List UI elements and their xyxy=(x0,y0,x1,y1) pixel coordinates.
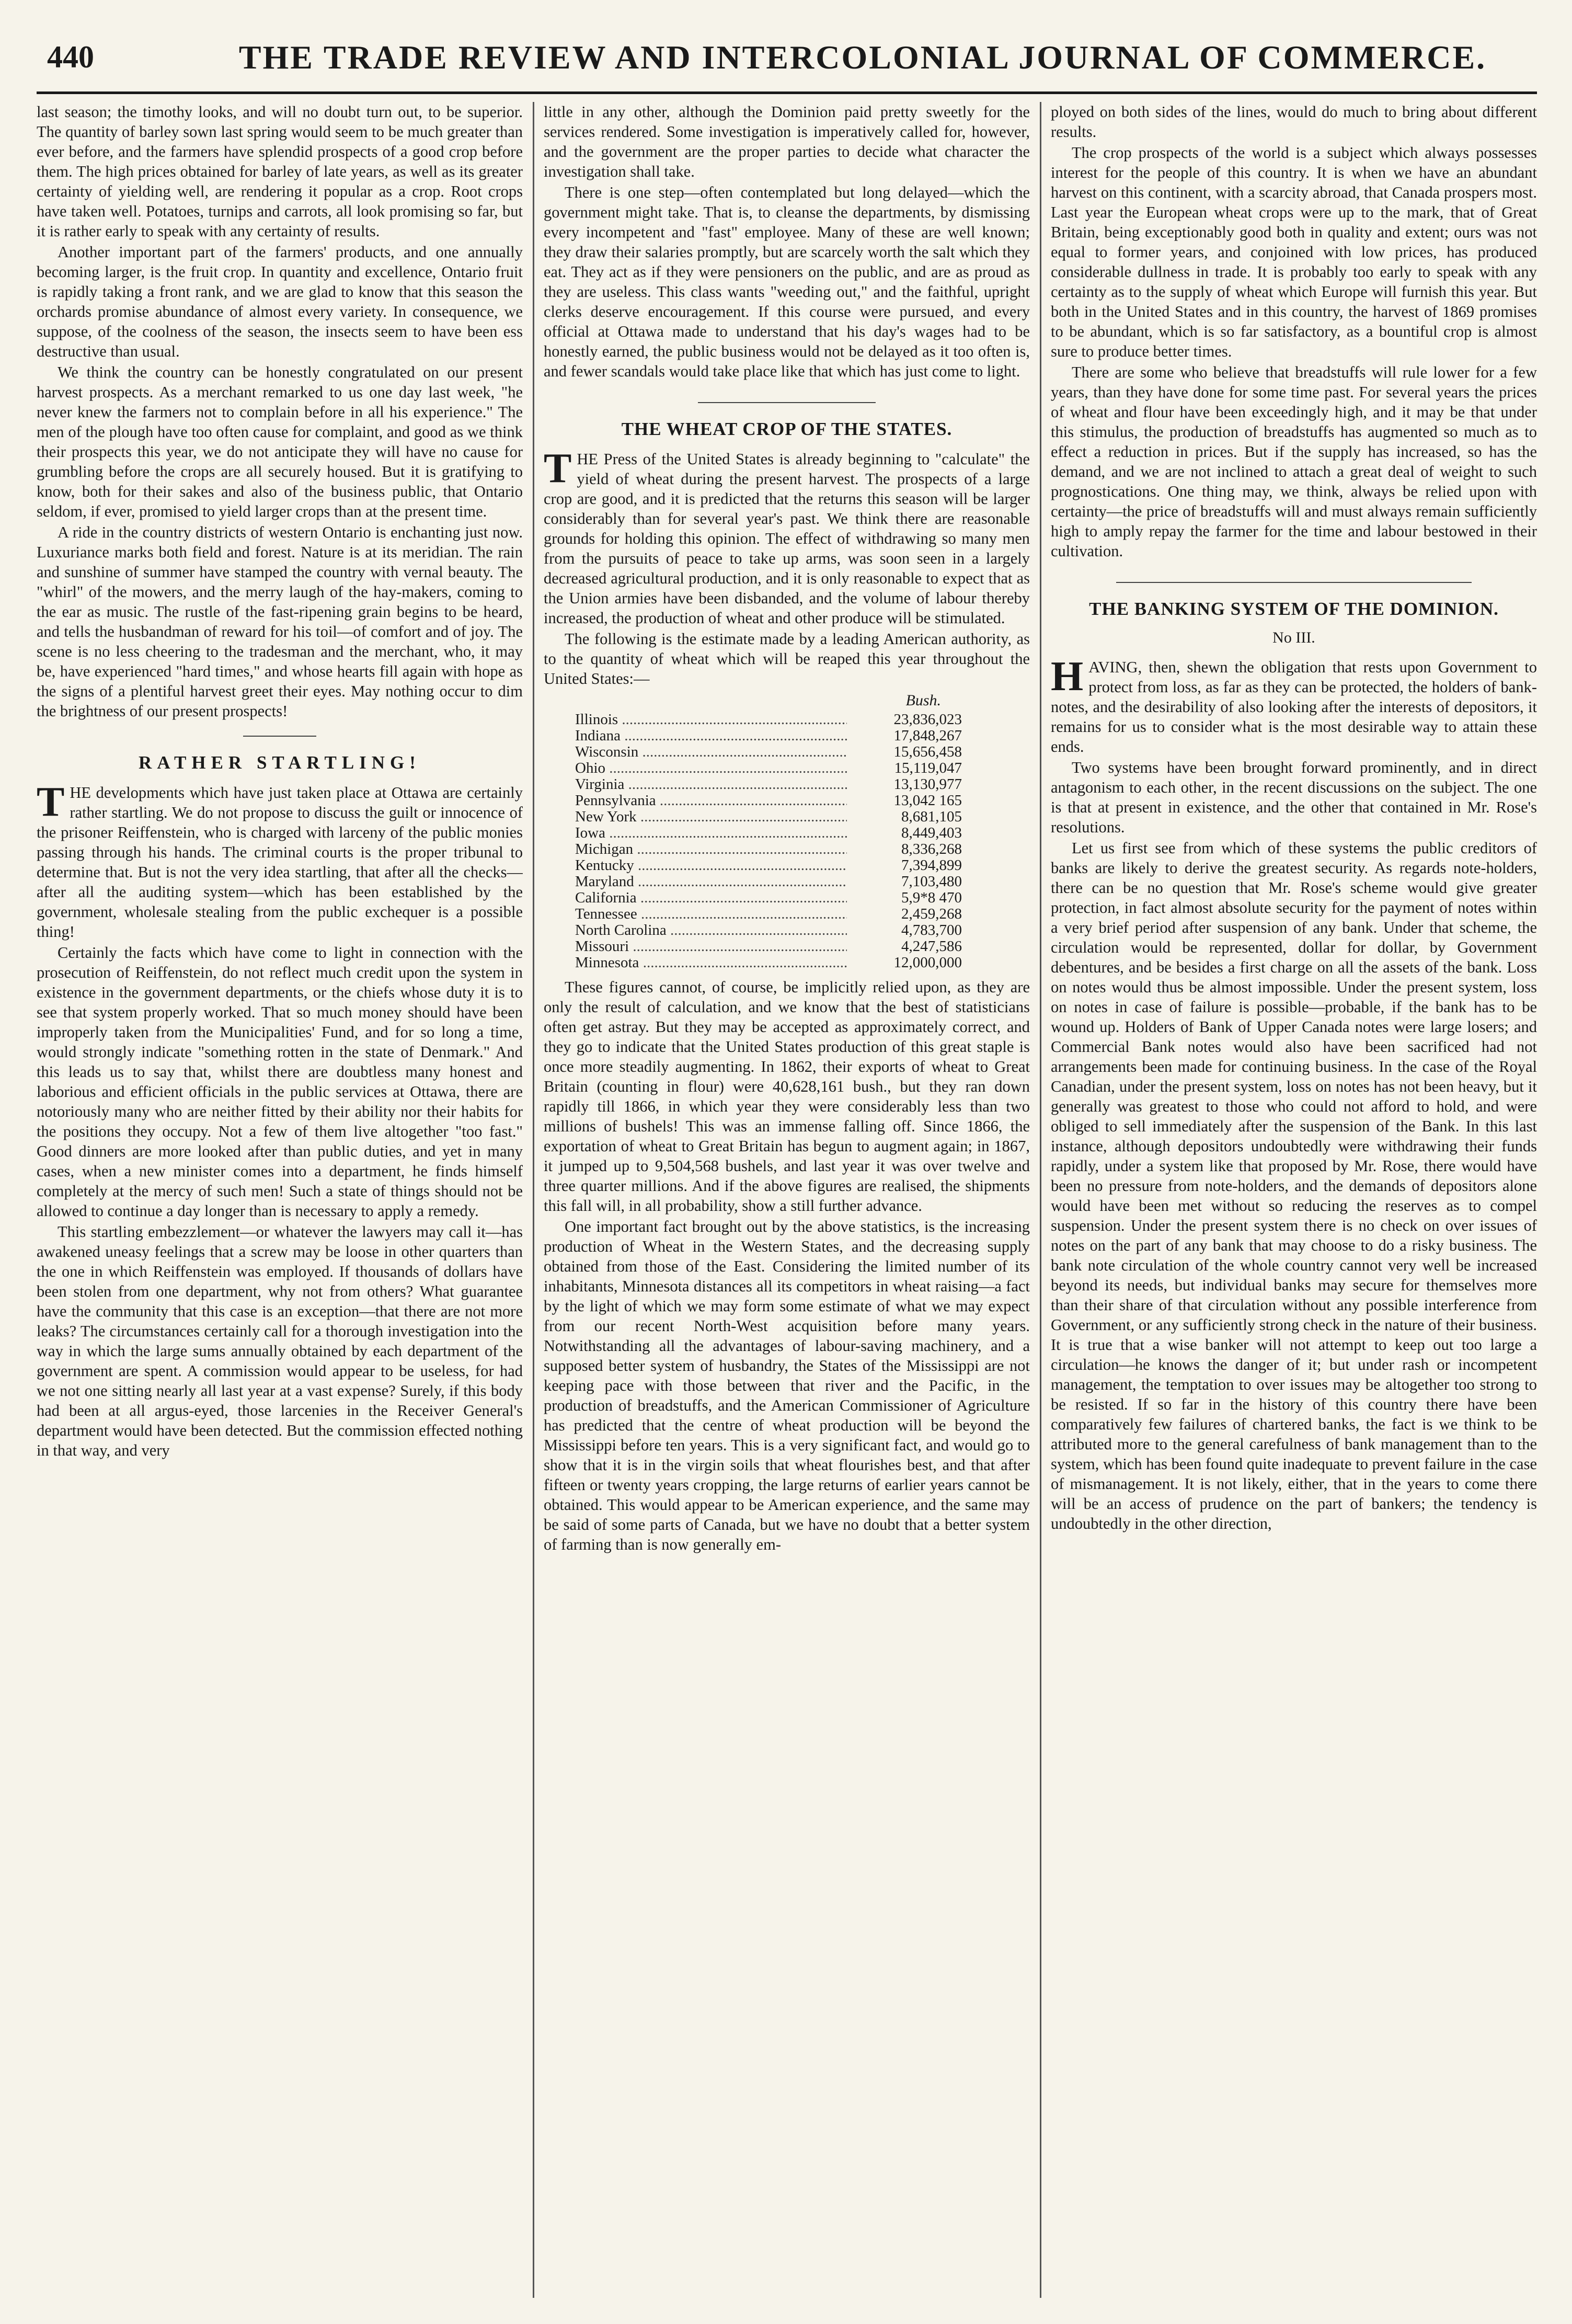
bushel-amount: 2,459,268 xyxy=(847,906,962,922)
page-number: 440 xyxy=(47,40,94,74)
paragraph: Let us first see from which of these systems the public creditors of banks are likely to derive the greatest security. As regards note-holders, there can be no question that Mr. Rose's scheme would give greater protection, in fact almost absolute security for the payment of notes within a very brief period after suspension of any bank. Under that scheme, the circulation would be represented, dollar for dollar, by Government debentures, and be besides a first charge on all the assets of the bank. Loss on notes would thus be almost impossible. Under the present system, loss on notes in case of failure is possible—probable, if the bank has to be wound up. Holders of Bank of Upper Canada notes were large losers; and Commercial Bank notes would also have been sacrificed had not arrangements been made for continuing business. In the case of the Royal Canadian, under the present system, loss on notes has not been heavy, but it generally was greatest to those who could not afford to hold, and were obliged to sell immediately after the suspension of the Bank. In this last instance, although depositors undoubtedly were withdrawing their funds rapidly, under a system like that proposed by Mr. Rose, there would have been no pressure from note-holders, and the demands of depositors alone would have been met without so reducing the reserves as to compel suspension. Under the present system there is no check on over issues of notes on the part of any bank that may choose to do a risky business. The bank note circulation of the whole country cannot very well be increased beyond its needs, but individual banks may secure for themselves more than their share of that circulation without any possible interference from Government, or any sufficiently strong check in the nature of their business. It is true that a wise banker will not attempt to keep out too large a circulation—he knows the danger of it; but under rash or incompetent management, the temptation to over issues may be altogether too strong to be resisted. If so far in the history of this country there have been comparatively few failures of chartered banks, the fact is we think to be attributed more to the general carefulness of bank management than to the system, which has been found quite inadequate to prevent failure in the case of mismanagement. It is not likely, either, that in the years to come there will be an access of prudence on the part of bankers; the tendency is undoubtedly in the other direction, xyxy=(1051,839,1537,1532)
section-divider xyxy=(698,402,876,403)
state-name: Virginia ..... xyxy=(575,776,847,793)
paragraph: Two systems have been brought forward prominently, and in direct antagonism to each other, in the recent discussions on the subject. The one is that at present in existence, and the other that contained in Mr. Rose's resolutions. xyxy=(1051,759,1537,836)
paragraph: There is one step—often contemplated but long delayed—which the government might take. That is, to cleanse the departments, by dismissing every incompetent and "fast" employee. Many of these are well known; they draw their salaries promptly, but are scarcely worth the salt which they eat. They act as if they were pensioners on the public, and are as proud as they are useless. This class wants "weeding out," and the faithful, upright clerks deserve encouragement. If this course were pursued, and every official at Ottawa made to understand that his day's wages had to be honestly earned, the public business would not be delayed as it too often is, and fewer scandals would take place like that which has just come to light. xyxy=(544,184,1030,380)
table-row xyxy=(575,712,962,728)
table-row xyxy=(575,776,962,793)
paragraph-dropcap xyxy=(1051,654,1537,757)
bushel-amount: 7,394,899 xyxy=(847,857,962,874)
paragraph: This startling embezzlement—or whatever the lawyers may call it—has awakened uneasy feelings that a screw may be loose in other quarters than the one in which Reiffenstein was employed. If thousands of dollars have been stolen from one department, why not from others? What guarantee have the community that this case is an exception—that there are not more leaks? The circumstances certainly call for a thorough investigation into the way in which the large sums annually obtained by each department of the government are spent. A commission would appear to be useless, for had we not one sitting nearly all last year at a vast expense? Surely, if this body had been at all argus-eyed, those larcenies in the Receiver General's department would have been detected. But the commission effected nothing in that way, and very xyxy=(37,1223,523,1459)
table-row xyxy=(575,906,962,922)
state-name: Wisconsin ..... xyxy=(575,744,847,760)
heading-banking-system: THE BANKING SYSTEM OF THE DOMINION. xyxy=(1089,599,1499,619)
table-row xyxy=(575,809,962,825)
table-row xyxy=(575,874,962,890)
paragraph: We think the country can be honestly congratulated on our present harvest prospects. As a merchant remarked to us one day last week, "he never knew the farmers not to complain before in all his experience." The men of the plough have too often cause for complaint, and good as we think their prospects this year, we do not anticipate they will have no cause for grumbling before the crops are all securely housed. But it is gratifying to know, both for their sakes and also of the business public, that Ontario seldom, if ever, promised to yield larger crops than at the present time. xyxy=(37,363,523,520)
paragraph: The following is the estimate made by a leading American authority, as to the quantity of wheat which will be reaped this year throughout the United States:— xyxy=(544,630,1030,688)
bushel-amount: 4,783,700 xyxy=(847,922,962,938)
state-name: Kentucky ..... xyxy=(575,857,847,874)
column-2 xyxy=(544,102,1030,2303)
heading-wheat-crop: THE WHEAT CROP OF THE STATES. xyxy=(621,419,953,439)
bushel-amount: 13,042 165 xyxy=(847,793,962,809)
bushel-amount: 13,130,977 xyxy=(847,776,962,793)
state-name: Pennsylvania ..... xyxy=(575,793,847,809)
article-columns xyxy=(37,102,1537,2303)
table-row xyxy=(575,728,962,744)
paragraph-text: HE Press of the United States is already beginning to "calculate" the yield of wheat during the present harvest. The prospects of a large crop are good, and it is predicted that the returns this season will be larger considerably than for several year's past. We think there are reasonable grounds for holding this opinion. The effect of withdrawing so many men from the pursuits of peace to take up arms, was soon seen in a largely decreased agricultural production, and it is only reasonable to expect that as the Union armies have been disbanded, and the volume of labour thereby increased, the production of wheat and other produce will be stimulated. xyxy=(544,450,1030,627)
bushel-amount: 12,000,000 xyxy=(847,955,962,971)
table-row xyxy=(575,857,962,874)
state-name: Tennessee ..... xyxy=(575,906,847,922)
state-name: Indiana ..... xyxy=(575,728,847,744)
bushel-amount: 23,836,023 xyxy=(847,712,962,728)
paragraph: There are some who believe that breadstuffs will rule lower for a few years, than they have done for some time past. For several years the prices of wheat and flour have been exceedingly high, and it may be that under this stimulus, the production of breadstuffs has augmented so much as to effect a reduction in prices. But if the supply has increased, so has the demand, and we are not inclined to attach a great deal of weight to such prognostications. One thing may, we think, always be relied upon with certainty—the price of breadstuffs will and must always remain sufficiently high to amply repay the farmer for the time and labour bestowed in their cultivation. xyxy=(1051,363,1537,560)
table-row xyxy=(575,955,962,971)
table-row xyxy=(575,793,962,809)
state-name: Ohio ..... xyxy=(575,760,847,776)
column-1 xyxy=(37,102,523,2303)
table-row xyxy=(575,760,962,776)
table-row xyxy=(575,825,962,841)
table-row xyxy=(575,938,962,955)
state-name: Maryland ..... xyxy=(575,874,847,890)
column-rule xyxy=(1040,102,1041,2298)
paragraph: A ride in the country districts of western Ontario is enchanting just now. Luxuriance marks both field and forest. Nature is at its meridian. The rain and sunshine of summer have stamped the country with vernal beauty. The "whirl" of the mowers, and the merry laugh of the hay-makers, coming to the ear as music. The rustle of the fast-ripening grain begins to be heard, and tells the husbandman of reward for his toil—of comfort and of joy. The scene is no less cheering to the tradesman and the merchant, who, it may be, have experienced "hard times," and whose hearts fill again with hope as the signs of a plentiful harvest greet their eyes. May nothing occur to dim the brightness of our present prospects! xyxy=(37,523,523,720)
column-3 xyxy=(1051,102,1537,2303)
drop-cap: T xyxy=(37,779,65,825)
paragraph: One important fact brought out by the above statistics, is the increasing production of Wheat in the Western States, and the decreasing supply obtained from those of the East. Considering the limited number of its inhabitants, Minnesota distances all its competitors in wheat raising—a fact by the light of which we may form some estimate of what we may expect from our recent North-West acquisition before many years. Notwithstanding all the advantages of labour-saving machinery, and a supposed better system of husbandry, the States of the Mississippi are not keeping pace with those between that river and the Pacific, in the production of breadstuffs, and the American Commissioner of Agriculture has predicted that the centre of wheat production will be beyond the Mississippi before ten years. This is a very significant fact, and would go to show that it is in the virgin soils that wheat flourishes best, and that after fifteen or twenty years cropping, the large returns of earlier years cannot be obtained. This would appear to be American experience, and the same may be said of some parts of Canada, but we have no doubt that a better system of farming than is now generally em- xyxy=(544,1218,1030,1553)
bushel-amount: 17,848,267 xyxy=(847,728,962,744)
heading-rather-startling: RATHER STARTLING! xyxy=(139,752,421,773)
column-rule xyxy=(533,102,534,2298)
state-name: Missouri ..... xyxy=(575,938,847,955)
state-name: New York ..... xyxy=(575,809,847,825)
state-name: Michigan ..... xyxy=(575,841,847,857)
table-row xyxy=(575,890,962,906)
page-header xyxy=(37,29,1537,94)
bushel-amount: 7,103,480 xyxy=(847,874,962,890)
drop-cap: H xyxy=(1051,654,1084,700)
section-divider xyxy=(243,736,316,737)
bushel-amount: 5,9*8 470 xyxy=(847,890,962,906)
state-name: North Carolina ..... xyxy=(575,922,847,938)
masthead-title: THE TRADE REVIEW AND INTERCOLONIAL JOURNAL OF COMMERCE. xyxy=(238,39,1487,76)
state-name: Minnesota ..... xyxy=(575,955,847,971)
drop-cap: T xyxy=(544,445,572,491)
bushel-amount: 8,681,105 xyxy=(847,809,962,825)
table-body xyxy=(575,712,962,971)
table-row xyxy=(575,744,962,760)
subheading-number: No III. xyxy=(1272,629,1315,646)
paragraph-dropcap xyxy=(37,779,523,942)
paragraph: last season; the timothy looks, and will no doubt turn out, to be superior. The quantity of barley sown last spring would seem to be much greater than ever before, and the farmers have splendid prospects of a good crop before them. The high prices obtained for barley of late years, as well as its greater certainty of yielding well, are rendering it popular as a crop. Root crops have taken well. Potatoes, turnips and carrots, all look promising so far, but it is rather early to speak with any certainty of results. xyxy=(37,103,523,240)
bushel-amount: 4,247,586 xyxy=(847,938,962,955)
paragraph: These figures cannot, of course, be implicitly relied upon, as they are only the result of calculation, and we know that the best of statisticians often get astray. But they may be accepted as approximately correct, and they go to indicate that the United States production of this great staple is once more steadily augmenting. In 1862, their exports of wheat to Great Britain (counting in flour) were 40,628,161 bush., but they ran down rapidly till 1866, in which year they were considerably less than two millions of bushels! This was an immense falling off. Since 1866, the exportation of wheat to Great Britain has begun to augment again; in 1867, it jumped up to 9,504,568 bushels, and last year it was over twelve and three quarter millions. And if the above figures are realised, the shipments this fall will, in all probability, show a still further advance. xyxy=(544,978,1030,1215)
section-divider xyxy=(1116,582,1472,583)
bushel-amount: 8,336,268 xyxy=(847,841,962,857)
state-name: California ..... xyxy=(575,890,847,906)
table-row xyxy=(575,841,962,857)
paragraph-text: AVING, then, shewn the obligation that rests upon Government to protect from loss, as far as they can be protected, the holders of bank-notes, and the desirability of also looking after the interests of depositors, it remains for us to consider what is the most desirable way to attain these ends. xyxy=(1051,658,1537,755)
bushel-amount: 15,656,458 xyxy=(847,744,962,760)
paragraph-text: HE developments which have just taken place at Ottawa are certainly rather startling. We do not propose to discuss the guilt or innocence of the prisoner Reiffenstein, who is charged with larceny of the public monies passing through his hands. The criminal courts is the proper tribunal to determine that. But is not the very idea startling, that after all the checks—after all the auditing system—which has been established by the government, wholesale stealing from the public exchequer is a possible thing! xyxy=(37,784,523,941)
table-row xyxy=(575,922,962,938)
wheat-estimate-table xyxy=(575,692,962,971)
paragraph: Another important part of the farmers' products, and one annually becoming larger, is the fruit crop. In quantity and excellence, Ontario fruit is rapidly taking a front rank, and we are glad to know that this season the orchards promise abundance of almost every variety. In consequence, we suppose, of the coolness of the season, the insects seem to have been ess destructive than usual. xyxy=(37,243,523,360)
paragraph: The crop prospects of the world is a subject which always possesses interest for the people of this country. It is when we have an abundant harvest on this continent, with a scarcity abroad, that Canada prospers most. Last year the European wheat crops were up to the mark, that of Great Britain, being exceptionably good both in quality and extent; ours was not equal to former years, and conjoined with low prices, has produced considerable dullness in trade. It is probably too early to speak with any certainty as to the supply of wheat which Europe will furnish this year. But both in the United States and in this country, the harvest of 1869 promises to be abundant, which is so far satisfactory, as a bountiful crop is almost sure to produce better times. xyxy=(1051,144,1537,360)
paragraph-dropcap xyxy=(544,445,1030,628)
bushel-amount: 8,449,403 xyxy=(847,825,962,841)
paragraph: little in any other, although the Dominion paid pretty sweetly for the services rendered. Some investigation is imperatively called for, however, and the government are the proper parties to decide what character the investigation shall take. xyxy=(544,103,1030,180)
state-name: Illinois ..... xyxy=(575,712,847,728)
bushel-amount: 15,119,047 xyxy=(847,760,962,776)
table-unit-header: Bush. xyxy=(905,692,941,709)
paragraph: ployed on both sides of the lines, would do much to bring about different results. xyxy=(1051,103,1537,141)
paragraph: Certainly the facts which have come to light in connection with the prosecution of Reiffenstein, do not reflect much credit upon the system in existence in the government departments, or the chiefs whose duty it is to see that system properly worked. That so much money should have been improperly taken from the Municipalities' Fund, and for so long a time, would strongly indicate "something rotten in the state of Denmark." And this leads us to say that, whilst there are doubtless many honest and laborious and efficient officials in the public services at Ottawa, there are notoriously many who are neither fitted by their ability nor their habits for the positions they occupy. Not a few of them live altogether "too fast." Good dinners are more looked after than public duties, and yet in many cases, when a new minister comes into a department, he finds himself completely at the mercy of such men! Such a state of things should not be allowed to continue a day longer than is necessary to apply a remedy. xyxy=(37,944,523,1220)
state-name: Iowa ..... xyxy=(575,825,847,841)
